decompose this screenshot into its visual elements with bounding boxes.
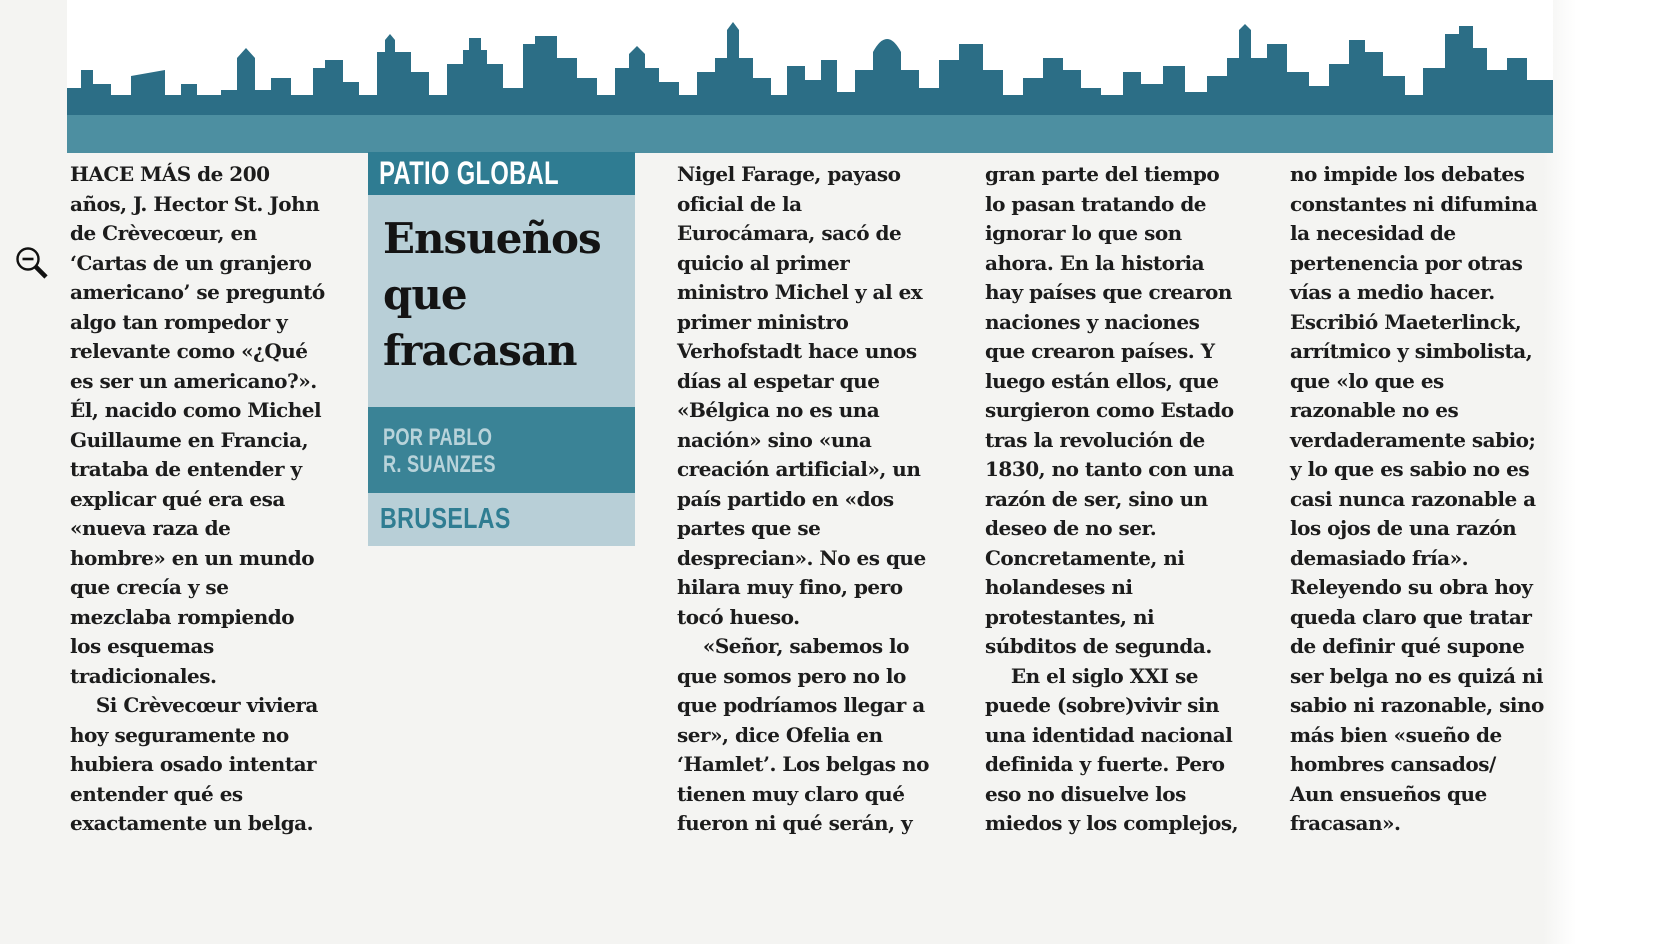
article-dateline-label: BRUSELAS (380, 503, 511, 535)
text-line: hombre» en un mundo (70, 545, 315, 570)
text-line: quicio al primer (677, 250, 850, 275)
text-line: ser belga no es quizá ni (1290, 663, 1544, 688)
text-line: sabio ni razonable, sino (1290, 693, 1544, 717)
text-line: tradicionales. (70, 663, 217, 688)
text-line: pertenencia por otras (1290, 250, 1523, 275)
text-line: algo tan rompedor y (70, 309, 288, 334)
text-line: naciones y naciones (985, 309, 1200, 334)
text-line: primer ministro (677, 309, 849, 334)
text-line: definida y fuerte. Pero (985, 752, 1225, 776)
text-line: hombres cansados/ (1290, 752, 1496, 776)
text-line: de Crèvecœur, en (70, 221, 257, 245)
text-line: fracasan». (1290, 811, 1401, 835)
text-line: que somos pero no lo (677, 663, 906, 688)
text-line: Aun ensueños que (1290, 781, 1487, 806)
article-column-3 (985, 160, 1239, 839)
text-line: «Señor, sabemos lo (677, 634, 909, 658)
article-byline (368, 407, 635, 493)
text-line: Nigel Farage, payaso (677, 162, 901, 186)
text-line: Releyendo su obra hoy (1290, 575, 1533, 599)
text-line: súbditos de segunda. (985, 634, 1212, 658)
text-line: no impide los debates (1290, 162, 1525, 186)
text-line: hoy seguramente no (70, 722, 289, 747)
text-line: hilara muy fino, pero (677, 575, 903, 599)
text-line: miedos y los complejos, (985, 811, 1239, 835)
text-line: que crecía y se (70, 575, 229, 599)
text-line: lo pasan tratando de (985, 191, 1207, 216)
city-skyline-icon (67, 0, 1553, 115)
text-line: R. SUANZES (383, 451, 496, 478)
text-line: es ser un americano?». (70, 368, 317, 393)
text-line: fracasan (383, 326, 577, 375)
text-line: trataba de entender y (70, 457, 302, 481)
text-line: Escribió Maeterlinck, (1290, 309, 1522, 334)
text-line: HACE MÁS de 200 (70, 162, 270, 186)
text-line: «nueva raza de (70, 516, 231, 540)
text-line: surgieron como Estado (985, 398, 1234, 422)
text-line: partes que se (677, 516, 821, 540)
text-line: mezclaba rompiendo (70, 604, 295, 629)
text-line: que podríamos llegar a (677, 693, 925, 717)
text-line: puede (sobre)vivir sin (985, 693, 1220, 717)
text-line: constantes ni difumina (1290, 191, 1538, 216)
text-line: Él, nacido como Michel (70, 398, 322, 422)
text-line: razonable no es (1290, 398, 1459, 422)
text-line: Guillaume en Francia, (70, 427, 309, 452)
text-line: demasiado fría». (1290, 545, 1469, 570)
text-line: vías a medio hacer. (1290, 280, 1495, 304)
section-kicker (368, 152, 635, 195)
text-line: Eurocámara, sacó de (677, 221, 902, 245)
zoom-out-cursor-icon (15, 245, 51, 287)
text-line: Si Crèvecœur viviera (70, 693, 318, 717)
text-line: americano’ se preguntó (70, 280, 325, 304)
text-line: los esquemas (70, 634, 214, 658)
text-line: país partido en «dos (677, 486, 894, 511)
text-line: que crearon países. Y (985, 339, 1215, 363)
text-line: ministro Michel y al ex (677, 280, 923, 304)
text-line: fueron ni qué serán, y (677, 811, 913, 835)
text-line: Ensueños (383, 214, 601, 263)
text-line: eso no disuelve los (985, 781, 1186, 806)
text-line: ignorar lo que son (985, 221, 1182, 245)
text-line: razón de ser, sino un (985, 486, 1208, 511)
text-line: «Bélgica no es una (677, 398, 880, 422)
banner-band (67, 115, 1553, 153)
text-line: una identidad nacional (985, 722, 1233, 747)
text-line: arrítmico y simbolista, (1290, 339, 1533, 363)
text-line: de definir qué supone (1290, 634, 1525, 658)
text-line: tras la revolución de (985, 427, 1205, 452)
text-line: entender qué es (70, 781, 243, 806)
text-line: ser», dice Ofelia en (677, 722, 883, 747)
text-line: oficial de la (677, 191, 802, 216)
text-line: luego están ellos, que (985, 368, 1219, 393)
section-kicker-label: PATIO GLOBAL (379, 155, 559, 191)
text-line: En el siglo XXI se (985, 663, 1198, 688)
text-line: Verhofstadt hace unos (677, 339, 917, 363)
text-line: Concretamente, ni (985, 545, 1185, 570)
article-headline (368, 195, 635, 407)
text-line: que (383, 270, 467, 319)
text-line: los ojos de una razón (1290, 516, 1517, 540)
text-line: holandeses ni (985, 575, 1133, 599)
article-column-2 (677, 160, 929, 839)
text-line: más bien «sueño de (1290, 722, 1502, 747)
text-line: POR PABLO (383, 424, 493, 451)
text-line: ‘Cartas de un granjero (70, 250, 312, 275)
headline-box (368, 152, 635, 546)
text-line: que «lo que es (1290, 368, 1444, 393)
text-line: relevante como «¿Qué (70, 339, 308, 363)
text-line: años, J. Hector St. John (70, 191, 320, 216)
text-line: protestantes, ni (985, 604, 1155, 629)
text-line: tienen muy claro qué (677, 781, 905, 806)
text-line: gran parte del tiempo (985, 162, 1220, 186)
text-line: nación» sino «una (677, 427, 872, 452)
text-line: 1830, no tanto con una (985, 457, 1234, 481)
text-line: verdaderamente sabio; (1290, 427, 1536, 452)
text-line: y lo que es sabio no es (1290, 457, 1530, 481)
article-column-4 (1290, 160, 1550, 839)
text-line: deseo de no ser. (985, 516, 1157, 540)
text-line: días al espetar que (677, 368, 880, 393)
text-line: hay países que crearon (985, 280, 1232, 304)
text-line: hubiera osado intentar (70, 752, 317, 776)
text-line: explicar qué era esa (70, 486, 285, 511)
text-line: queda claro que tratar (1290, 604, 1532, 629)
text-line: creación artificial», un (677, 457, 921, 481)
text-line: desprecian». No es que (677, 545, 926, 570)
text-line: casi nunca razonable a (1290, 486, 1536, 511)
text-line: ahora. En la historia (985, 250, 1205, 275)
city-skyline-banner (67, 0, 1553, 153)
text-line: ‘Hamlet’. Los belgas no (677, 752, 929, 776)
article-dateline (368, 493, 635, 546)
article-column-1 (70, 160, 325, 839)
text-line: exactamente un belga. (70, 811, 314, 835)
text-line: tocó hueso. (677, 604, 800, 629)
text-line: la necesidad de (1290, 221, 1456, 245)
